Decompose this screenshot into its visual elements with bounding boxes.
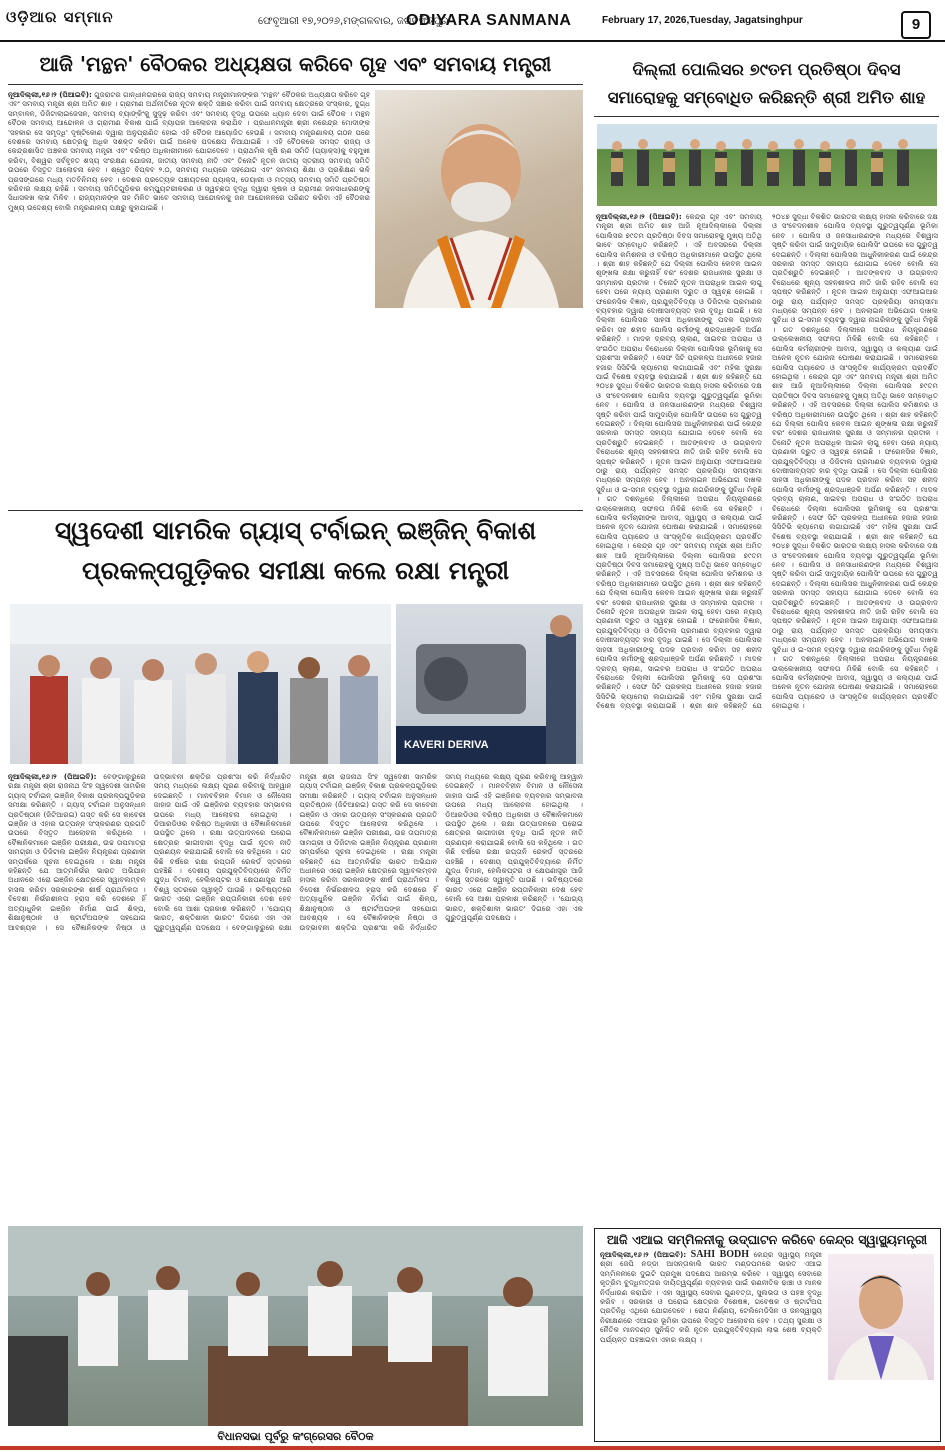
article4-body [600,1250,822,1436]
portrait-illustration [828,1254,934,1380]
article2-text-cont: କେନ୍ଦ୍ର ଗୃହ ଏବଂ ସମବାୟ ମନ୍ତ୍ରୀ ଶ୍ରୀ ଅମିତ ଶାହ ଆଜି ନୂଆଦିଲ୍ଲୀରେ ଦିଲ୍ଲୀ ପୋଲିସର ୭୯ତମ ପ୍ରତିଷ୍ଠା ଦିବସ ସମାରୋହକୁ ମୁଖ୍ୟ ଅତିଥି ଭାବେ ସମ୍ବୋଧିତ କରିଛନ୍ତି । ଏହି ଅବସରରେ ଦିଲ୍ଲୀ ପୋଲିସ କମିଶନର ଓ ବରିଷ୍ଠ ଅଧିକାରୀମାନେ ଉପସ୍ଥିତ ଥିଲେ । ଶ୍ରୀ ଶାହ କହିଛନ୍ତି ଯେ ଦିଲ୍ଲୀ ପୋଲିସ କେବଳ ଆଇନ ଶୃଙ୍ଖଳା ରକ୍ଷା କରୁନାହିଁ ବରଂ ଦେଶର ରାଜଧାନୀର ସୁରକ୍ଷା ଓ ସମ୍ମାନର ପ୍ରତୀକ । ତିନୋଟି ନୂତନ ଅପରାଧିକ ଆଇନ ଲାଗୁ ହେବା ପରେ ନ୍ୟାୟ ପ୍ରଣାଳୀ ଦ୍ରୁତ ଓ ସ୍ୱଚ୍ଛ ହୋଇଛି । ଫରେନସିକ ବିଜ୍ଞାନ, ପ୍ରଯୁକ୍ତିବିଦ୍ୟା ଓ ଡିଜିଟାଲ ପ୍ରମାଣର ବ୍ୟବହାର ଦ୍ୱାରା ଦୋଷୀସାବ୍ୟସ୍ତ ହାର ବୃଦ୍ଧି ପାଇଛି । ସେ ଦିଲ୍ଲୀ ପୋଲିସର ସାହସୀ ଅଧିକାରୀଙ୍କୁ ପଦକ ପ୍ରଦାନ କରିବା ସହ ଶହୀଦ ପୋଲିସ କର୍ମୀଙ୍କୁ ଶ୍ରଦ୍ଧାଞ୍ଜଳି ଅର୍ପଣ କରିଛନ୍ତି । ମାଦକ ଦ୍ରବ୍ୟ ଚାଲାଣ, ସାଇବର ଅପରାଧ ଓ ସଂଗଠିତ ଅପରାଧ ବିରୋଧରେ ଦିଲ୍ଲୀ ପୋଲିସର ଭୂମିକାକୁ ସେ ପ୍ରଶଂସା କରିଛନ୍ତି । ସେଫ ସିଟି ପ୍ରକଳ୍ପ ଅଧୀନରେ ହଜାର ହଜାର ସିସିଟିଭି କ୍ୟାମେରା ଲଗାଯାଇଛି ଏବଂ ମହିଳା ସୁରକ୍ଷା ପାଇଁ ବିଶେଷ ବ୍ୟବସ୍ଥା କରାଯାଇଛି । ଶ୍ରୀ ଶାହ କହିଛନ୍ତି ଯେ ୨୦୪୭ ସୁଦ୍ଧା ବିକଶିତ ଭାରତର ଲକ୍ଷ୍ୟ ହାସଲ କରିବାରେ ଦକ୍ଷ ଓ ସଂବେଦନଶୀଳ ପୋଲିସ ବ୍ୟବସ୍ଥା ଗୁରୁତ୍ୱପୂର୍ଣ୍ଣ ଭୂମିକା ନେବ । ପୋଲିସ ଓ ଜନସାଧାରଣଙ୍କ ମଧ୍ୟରେ ବିଶ୍ୱାସ ସୃଷ୍ଟି କରିବା ପାଇଁ ସାମୁଦାୟିକ ପୋଲିସିଂ ଉପରେ ସେ ଗୁରୁତ୍ୱ ଦେଇଛନ୍ତି । ଦିଲ୍ଲୀ ପୋଲିସର ଆଧୁନିକୀକରଣ ପାଇଁ କେନ୍ଦ୍ର ସରକାର ସମସ୍ତ ସହାୟତା ଯୋଗାଇ ଦେବେ ବୋଲି ସେ ପ୍ରତିଶ୍ରୁତି ଦେଇଛନ୍ତି । ଆତଙ୍କବାଦ ଓ ଉଗ୍ରବାଦ ବିରୋଧରେ ଶୂନ୍ୟ ସହନଶୀଳତା ନୀତି ଜାରି ରହିବ ବୋଲି ସେ ସ୍ପଷ୍ଟ କରିଛନ୍ତି । ନୂତନ ଆଇନ ଅନୁଯାୟୀ ଏଫଆଇଆର ଠାରୁ ରାୟ ପର୍ଯ୍ୟନ୍ତ ସମସ୍ତ ପ୍ରକ୍ରିୟା ସମୟସୀମା ମଧ୍ୟରେ ସମ୍ପନ୍ନ ହେବ । ଅନଲାଇନ ଅଭିଯୋଗ ଦାଖଲ ସୁବିଧା ଓ ଇ-ସମନ ବ୍ୟବସ୍ଥା ଦ୍ୱାରା ନାଗରିକଙ୍କୁ ସୁବିଧା ମିଳୁଛି । ଗତ ଦଶନ୍ଧିରେ ଦିଲ୍ଲୀରେ ଅପରାଧ ନିୟନ୍ତ୍ରଣରେ ଉଲ୍ଲେଖନୀୟ ସଫଳତା ମିଳିଛି ବୋଲି ସେ କହିଛନ୍ତି । ପୋଲିସ କର୍ମଚାରୀଙ୍କ ଆବାସ, ସ୍ୱାସ୍ଥ୍ୟ ଓ କଲ୍ୟାଣ ପାଇଁ ଅନେକ ନୂତନ ଯୋଜନା ଘୋଷଣା କରାଯାଇଛି । ସମାରୋହରେ ପୋଲିସ ପ୍ୟାରେଡ ଓ ସାଂସ୍କୃତିକ କାର୍ଯ୍ୟକ୍ରମ ପ୍ରଦର୍ଶିତ ହୋଇଥିଲା । [596,212,938,711]
article1-headline: ଆଜି 'ମନ୍ଥନ' ବୈଠକର ଅଧ୍ୟକ୍ଷତା କରିବେ ଗୃହ ଏବଂ ସମବାୟ ମନ୍ତ୍ରୀ [39,52,552,76]
article2-headline-line1: ଦିଲ୍ଲୀ ପୋଲିସର ୭୯ତମ ପ୍ରତିଷ୍ଠା ଦିବସ [632,60,901,79]
engine-sign: KAVERI DERIVA [404,739,489,751]
article4-portrait [828,1254,934,1380]
article4-headline: ଆଜି ଏଆଇ ସମ୍ମିଳନୀକୁ ଉଦ୍‌ଘାଟନ କରିବେ କେନ୍ଦ୍ର ସ୍ୱାସ୍ଥ୍ୟମନ୍ତ୍ରୀ [606,1232,928,1247]
police-officers-illustration [597,124,937,206]
page-bottom-border [0,1446,945,1450]
article4-highlight-bodh: BODH [719,1250,750,1260]
article1-dateline: ନୂଆଦିଲ୍ଲୀ,୧୬।୨ (ପିଆଇବି): [8,90,92,99]
meeting-illustration [8,1226,583,1426]
article2-rule [594,116,939,117]
article1-text: ଗୁଜରାଟର ଗାନ୍ଧୀନଗରରେ ରାଜ୍ୟ ସମବାୟ ମନ୍ତ୍ରୀମାନଙ୍କର 'ମନ୍ଥନ' ବୈଠକର ଅଧ୍ୟକ୍ଷତା କରିବେ ଗୃହ ଏବଂ ସମବାୟ ମନ୍ତ୍ରୀ ଶ୍ରୀ ଅମିତ ଶାହ । ଗ୍ରାମୀଣ ଅର୍ଥନୀତିରେ ନୂତନ ଶକ୍ତି ସଞ୍ଚାର କରିବା ପାଇଁ ସମବାୟ କ୍ଷେତ୍ରରେ ସଂସ୍କାର, ଦୁଗ୍ଧ ସମ୍ବାଳନ, ଡିଜିଟାଲାଇଜେସନ, ସମବାୟ ବ୍ୟାଙ୍କିଂକୁ ସୁଦୃଢ଼ କରିବା ଏବଂ ସମବାୟ ବୃଦ୍ଧି ଉପରେ ଧ୍ୟାନ ଦେବା ପାଇଁ ବୈଠକ । ମନ୍ଥନ ବୈଠକ ସମବାୟ ଆନ୍ଦୋଳନ ଓ ଗ୍ରାମୀଣ ବିକାଶ ପାଇଁ ବ୍ୟାପକ ଆଲୋଚନା କରାଯିବ । ପ୍ରଧାନମନ୍ତ୍ରୀ ଶ୍ରୀ ନରେନ୍ଦ୍ର ମୋଦୀଙ୍କ 'ସହକାର ସେ ସମୃଦ୍ଧି' ଦୃଷ୍ଟିକୋଣ ଦ୍ୱାରା ଅନୁପ୍ରାଣିତ ହୋଇ ଏହି ବୈଠକ ଆୟୋଜିତ ହେଉଛି । ସମବାୟ ମନ୍ତ୍ରଣାଳୟ ଗଠନ ପରେ ଦେଶରେ ସମବାୟ କ୍ଷେତ୍ରକୁ ଅଧିକ ସଶକ୍ତ କରିବା ପାଇଁ ଅନେକ ପଦକ୍ଷେପ ନିଆଯାଇଛି । ଏହି ବୈଠକରେ ସମସ୍ତ ରାଜ୍ୟ ଓ କେନ୍ଦ୍ରଶାସିତ ଅଞ୍ଚଳର ସମବାୟ ମନ୍ତ୍ରୀ ଏବଂ ବରିଷ୍ଠ ଅଧିକାରୀମାନେ ଯୋଗଦେବେ । ପ୍ରାଥମିକ କୃଷି ଋଣ ସମିତି (ପ୍ୟାକ୍ସ)କୁ ବହୁମୁଖୀ କରିବା, ବିଶ୍ୱର ସର୍ବବୃହତ ଶସ୍ୟ ସଂରକ୍ଷଣ ଯୋଜନା, ଜାତୀୟ ସମବାୟ ନୀତି ଏବଂ ତିନୋଟି ନୂତନ ଜାତୀୟ ସ୍ତରୀୟ ସମବାୟ ସମିତି ଉପରେ ବିସ୍ତୃତ ଆଲୋଚନା ହେବ । ଶ୍ୱେତ ବିପ୍ଳବ ୨.୦, ସମବାୟ ମଧ୍ୟରେ ସହଯୋଗ ଏବଂ ସମବାୟ ଶିକ୍ଷା ଓ ପ୍ରଶିକ୍ଷଣ ଭଳି ପ୍ରସଙ୍ଗରେ ମଧ୍ୟ ମତବିନିମୟ ହେବ । ଦେଶର ପ୍ରତ୍ୟେକ ପଞ୍ଚାୟତରେ ପ୍ୟାକ୍ସ, ଡେୟାରୀ ଓ ମତ୍ସ୍ୟ ସମବାୟ ସମିତି ପ୍ରତିଷ୍ଠା କରିବାର ଲକ୍ଷ୍ୟ ରହିଛି । ସମବାୟ ସମିତିଗୁଡ଼ିକର କମ୍ପ୍ୟୁଟରୀକରଣ ଓ ସ୍ୱଚ୍ଛତା ବୃଦ୍ଧି ଦ୍ୱାରା କୃଷକ ଓ ଗ୍ରାମୀଣ ଜନସାଧାରଣଙ୍କୁ ସିଧାସଳଖ ଲାଭ ମିଳିବ । ରାଜ୍ୟମାନଙ୍କ ସହ ମିଳିତ ଭାବେ ସମବାୟ ଆନ୍ଦୋଳନକୁ ଜନ ଆନ୍ଦୋଳନରେ ପରିଣତ କରିବା ଏହି ବୈଠକର ମୁଖ୍ୟ ଉଦ୍ଦେଶ୍ୟ ବୋଲି ମନ୍ତ୍ରଣାଳୟ ପକ୍ଷରୁ କୁହାଯାଇଛି । [8,90,370,212]
article3-photo-engine [396,604,583,764]
page-number: 9 [901,11,931,39]
article3-dateline: ନୂଆଦିଲ୍ଲୀ,୧୬।୨ (ପିଆଇବି): [8,772,97,781]
article2-text-cont2: କେନ୍ଦ୍ର ଗୃହ ଏବଂ ସମବାୟ ମନ୍ତ୍ରୀ ଶ୍ରୀ ଅମିତ ଶାହ ଆଜି ନୂଆଦିଲ୍ଲୀରେ ଦିଲ୍ଲୀ ପୋଲିସର ୭୯ତମ ପ୍ରତିଷ୍ଠା ଦିବସ ସମାରୋହକୁ ମୁଖ୍ୟ ଅତିଥି ଭାବେ ସମ୍ବୋଧିତ କରିଛନ୍ତି । ଏହି ଅବସରରେ ଦିଲ୍ଲୀ ପୋଲିସ କମିଶନର ଓ ବରିଷ୍ଠ ଅଧିକାରୀମାନେ ଉପସ୍ଥିତ ଥିଲେ । ଶ୍ରୀ ଶାହ କହିଛନ୍ତି ଯେ ଦିଲ୍ଲୀ ପୋଲିସ କେବଳ ଆଇନ ଶୃଙ୍ଖଳା ରକ୍ଷା କରୁନାହିଁ ବରଂ ଦେଶର ରାଜଧାନୀର ସୁରକ୍ଷା ଓ ସମ୍ମାନର ପ୍ରତୀକ । ତିନୋଟି ନୂତନ ଅପରାଧିକ ଆଇନ ଲାଗୁ ହେବା ପରେ ନ୍ୟାୟ ପ୍ରଣାଳୀ ଦ୍ରୁତ ଓ ସ୍ୱଚ୍ଛ ହୋଇଛି । ଫରେନସିକ ବିଜ୍ଞାନ, ପ୍ରଯୁକ୍ତିବିଦ୍ୟା ଓ ଡିଜିଟାଲ ପ୍ରମାଣର ବ୍ୟବହାର ଦ୍ୱାରା ଦୋଷୀସାବ୍ୟସ୍ତ ହାର ବୃଦ୍ଧି ପାଇଛି । ସେ ଦିଲ୍ଲୀ ପୋଲିସର ସାହସୀ ଅଧିକାରୀଙ୍କୁ ପଦକ ପ୍ରଦାନ କରିବା ସହ ଶହୀଦ ପୋଲିସ କର୍ମୀଙ୍କୁ ଶ୍ରଦ୍ଧାଞ୍ଜଳି ଅର୍ପଣ କରିଛନ୍ତି । ମାଦକ ଦ୍ରବ୍ୟ ଚାଲାଣ, ସାଇବର ଅପରାଧ ଓ ସଂଗଠିତ ଅପରାଧ ବିରୋଧରେ ଦିଲ୍ଲୀ ପୋଲିସର ଭୂମିକାକୁ ସେ ପ୍ରଶଂସା କରିଛନ୍ତି । ସେଫ ସିଟି ପ୍ରକଳ୍ପ ଅଧୀନରେ ହଜାର ହଜାର ସିସିଟିଭି କ୍ୟାମେରା ଲଗାଯାଇଛି ଏବଂ ମହିଳା ସୁରକ୍ଷା ପାଇଁ ବିଶେଷ ବ୍ୟବସ୍ଥା କରାଯାଇଛି । ଶ୍ରୀ ଶାହ କହିଛନ୍ତି ଯେ ୨୦୪୭ ସୁଦ୍ଧା ବିକଶିତ ଭାରତର ଲକ୍ଷ୍ୟ ହାସଲ କରିବାରେ ଦକ୍ଷ ଓ ସଂବେଦନଶୀଳ ପୋଲିସ ବ୍ୟବସ୍ଥା ଗୁରୁତ୍ୱପୂର୍ଣ୍ଣ ଭୂମିକା ନେବ । ପୋଲିସ ଓ ଜନସାଧାରଣଙ୍କ ମଧ୍ୟରେ ବିଶ୍ୱାସ ସୃଷ୍ଟି କରିବା ପାଇଁ ସାମୁଦାୟିକ ପୋଲିସିଂ ଉପରେ ସେ ଗୁରୁତ୍ୱ ଦେଇଛନ୍ତି । ଦିଲ୍ଲୀ ପୋଲିସର ଆଧୁନିକୀକରଣ ପାଇଁ କେନ୍ଦ୍ର ସରକାର ସମସ୍ତ ସହାୟତା ଯୋଗାଇ ଦେବେ ବୋଲି ସେ ପ୍ରତିଶ୍ରୁତି ଦେଇଛନ୍ତି । ଆତଙ୍କବାଦ ଓ ଉଗ୍ରବାଦ ବିରୋଧରେ ଶୂନ୍ୟ ସହନଶୀଳତା ନୀତି ଜାରି ରହିବ ବୋଲି ସେ ସ୍ପଷ୍ଟ କରିଛନ୍ତି । ନୂତନ ଆଇନ ଅନୁଯାୟୀ ଏଫଆଇଆର ଠାରୁ ରାୟ ପର୍ଯ୍ୟନ୍ତ ସମସ୍ତ ପ୍ରକ୍ରିୟା ସମୟସୀମା ମଧ୍ୟରେ ସମ୍ପନ୍ନ ହେବ । ଅନଲାଇନ ଅଭିଯୋଗ ଦାଖଲ ସୁବିଧା ଓ ଇ-ସମନ ବ୍ୟବସ୍ଥା ଦ୍ୱାରା ନାଗରିକଙ୍କୁ ସୁବିଧା ମିଳୁଛି । ଗତ ଦଶନ୍ଧିରେ ଦିଲ୍ଲୀରେ ଅପରାଧ ନିୟନ୍ତ୍ରଣରେ ଉଲ୍ଲେଖନୀୟ ସଫଳତା ମିଳିଛି ବୋଲି ସେ କହିଛନ୍ତି । ପୋଲିସ କର୍ମଚାରୀଙ୍କ ଆବାସ, ସ୍ୱାସ୍ଥ୍ୟ ଓ କଲ୍ୟାଣ ପାଇଁ ଅନେକ ନୂତନ ଯୋଜନା ଘୋଷଣା କରାଯାଇଛି । ସମାରୋହରେ ପୋଲିସ ପ୍ୟାରେଡ ଓ ସାଂସ୍କୃତିକ କାର୍ଯ୍ୟକ୍ରମ ପ୍ରଦର୍ଶିତ ହୋଇଥିଲା । [772,371,938,711]
article1-body [8,90,370,308]
article3-text-cont: ବେଙ୍ଗାଲୁରୁରେ ରକ୍ଷା ମନ୍ତ୍ରୀ ଶ୍ରୀ ରାଜନାଥ ସିଂହ ସ୍ୱଦେଶୀ ସାମରିକ ଗ୍ୟାସ୍ ଟର୍ବାଇନ୍ ଇଞ୍ଜିନ୍ ବିକାଶ ପ୍ରକଳ୍ପଗୁଡ଼ିକର ସମୀକ୍ଷା କରିଛନ୍ତି । ଗ୍ୟାସ୍ ଟର୍ବାଇନ ଅନୁସନ୍ଧାନ ପ୍ରତିଷ୍ଠାନ (ଜିଟିଆରଇ) ଗସ୍ତ କରି ସେ କାବେରୀ ଇଞ୍ଜିନ ଓ ଏହାର ଉତ୍ପନ୍ନ ସଂସ୍କରଣର ପ୍ରଗତି ଉପରେ ବିସ୍ତୃତ ଆଲୋଚନା କରିଥିଲେ । ବୈଜ୍ଞାନିକମାନେ ଇଞ୍ଜିନ ପରୀକ୍ଷଣ, ଉଚ୍ଚ ତାପମାତ୍ରା ସାମଗ୍ରୀ ଓ ଡିଜିଟାଲ ଇଞ୍ଜିନ ନିୟନ୍ତ୍ରଣ ପ୍ରଣାଳୀ ସମ୍ପର୍କରେ ସୂଚନା ଦେଇଥିଲେ । ରକ୍ଷା ମନ୍ତ୍ରୀ କହିଛନ୍ତି ଯେ ଆତ୍ମନିର୍ଭର ଭାରତ ଅଭିଯାନ ଅଧୀନରେ ଏରୋ ଇଞ୍ଜିନ କ୍ଷେତ୍ରରେ ସ୍ୱାବଲମ୍ବନ ହାସଲ କରିବା ସରକାରଙ୍କ ଶୀର୍ଷ ପ୍ରାଥମିକତା । ବିଦେଶୀ ନିର୍ଭରଶୀଳତା ହ୍ରାସ କରି ଦେଶରେ ହିଁ ଅତ୍ୟାଧୁନିକ ଇଞ୍ଜିନ ନିର୍ମାଣ ପାଇଁ ଶିଳ୍ପ, ଶିକ୍ଷାନୁଷ୍ଠାନ ଓ ଷ୍ଟାର୍ଟଅପଙ୍କ ସହଯୋଗ ଆବଶ୍ୟକ । ସେ ବୈଜ୍ଞାନିକଙ୍କ ନିଷ୍ଠା ଓ ଉଦ୍ଭାବନୀ ଶକ୍ତିର ପ୍ରଶଂସା କରି ନିର୍ଦ୍ଧାରିତ ସମୟ ମଧ୍ୟରେ ଲକ୍ଷ୍ୟ ପୂରଣ କରିବାକୁ ଆହ୍ୱାନ ଦେଇଛନ୍ତି । ମାନବବିହୀନ ବିମାନ ଓ ନୌସେନା ଜାହାଜ ପାଇଁ ଏହି ଇଞ୍ଜିନର ବ୍ୟବହାର ସମ୍ଭାବନା ଉପରେ ମଧ୍ୟ ଆଲୋଚନା ହୋଇଥିଲା । ଡିଆରଡିଓର ବରିଷ୍ଠ ଅଧିକାରୀ ଓ ବୈଜ୍ଞାନିକମାନେ ଉପସ୍ଥିତ ଥିଲେ । ରକ୍ଷା ଉତ୍ପାଦନରେ ଘରୋଇ କ୍ଷେତ୍ରର ଭାଗୀଦାରୀ ବୃଦ୍ଧି ପାଇଁ ନୂତନ ନୀତି ପ୍ରଣୟନ କରାଯାଇଛି ବୋଲି ସେ କହିଥିଲେ । ଗତ କିଛି ବର୍ଷରେ ରକ୍ଷା ରପ୍ତାନି ରେକର୍ଡ ସ୍ତରରେ ପହଞ୍ଚିଛି । ଦେଶୀୟ ପ୍ରଯୁକ୍ତିବିଦ୍ୟାରେ ନିର୍ମିତ ଯୁଦ୍ଧ ବିମାନ, ହେଲିକପ୍ଟର ଓ କ୍ଷେପଣାସ୍ତ୍ର ଆଜି ବିଶ୍ୱ ସ୍ତରରେ ସ୍ୱୀକୃତି ପାଉଛି । ଭବିଷ୍ୟତରେ ଭାରତ ଏରୋ ଇଞ୍ଜିନ ରପ୍ତାନିକାରୀ ଦେଶ ହେବ ବୋଲି ସେ ଆଶା ପ୍ରକାଶ କରିଛନ୍ତି । 'ଯୋଗ୍ୟ ଭାରତ, ଶକ୍ତିଶାଳୀ ଭାରତ' ଦିଗରେ ଏହା ଏକ ଗୁରୁତ୍ୱପୂର୍ଣ୍ଣ ପଦକ୍ଷେପ । [232,772,583,932]
article2-photo [597,124,937,206]
article4-text: କେନ୍ଦ୍ର ସ୍ୱାସ୍ଥ୍ୟ ମନ୍ତ୍ରୀ ଶ୍ରୀ ଜେପି ନଡ୍ଡା ଆସନ୍ତାକାଲି ଭାରତ ମଣ୍ଡପମରେ ଭାରତ ଏଆଇ ସମ୍ମିଳନୀରେ ଦୁଇଟି ପ୍ରମୁଖ ପଦକ୍ଷେପ ଆରମ୍ଭ କରିବେ । ସ୍ୱାସ୍ଥ୍ୟ ସେବାରେ କୃତ୍ରିମ ବୁଦ୍ଧିମତ୍ତାର ଦାୟିତ୍ୱପୂର୍ଣ୍ଣ ବ୍ୟବହାର ପାଇଁ ରଣନୀତିକ ଢାଞ୍ଚା ଓ ମାନକ ନିର୍ଦ୍ଧାରଣ କରାଯିବ । ଏହା ସ୍ୱାସ୍ଥ୍ୟ ସେବାର ଗୁଣବତ୍ତା, ସୁଲଭତା ଓ ପହଞ୍ଚ ବୃଦ୍ଧି କରିବ । ସରକାରୀ ଓ ଘରୋଇ କ୍ଷେତ୍ରର ବିଶେଷଜ୍ଞ, ଗବେଷକ ଓ ଷ୍ଟାର୍ଟଅପ ପ୍ରତିନିଧି ଏଥିରେ ଯୋଗଦେବେ । ରୋଗ ନିର୍ଣ୍ଣୟ, ଟେଲିମେଡିସିନ ଓ ଜନସ୍ୱାସ୍ଥ୍ୟ ନିରୀକ୍ଷଣରେ ଏଆଇର ଭୂମିକା ଉପରେ ବିସ୍ତୃତ ଆଲୋଚନା ହେବ । ତଥ୍ୟ ସୁରକ୍ଷା ଓ ନୈତିକ ମାନଦଣ୍ଡ ସୁନିଶ୍ଚିତ କରି ନୂତନ ପ୍ରଯୁକ୍ତିବିଦ୍ୟାର ଲାଭ ଶେଷ ବ୍ୟକ୍ତି ପର୍ଯ୍ୟନ୍ତ ପହଞ୍ଚାଇବା ଏହାର ଲକ୍ଷ୍ୟ । [600,1250,822,1344]
delegation-group-illustration [10,604,391,764]
portrait-illustration [375,90,583,308]
article2-text: କେନ୍ଦ୍ର ଗୃହ ଏବଂ ସମବାୟ ମନ୍ତ୍ରୀ ଶ୍ରୀ ଅମିତ ଶାହ ଆଜି ନୂଆଦିଲ୍ଲୀରେ ଦିଲ୍ଲୀ ପୋଲିସର ୭୯ତମ ପ୍ରତିଷ୍ଠା ଦିବସ ସମାରୋହକୁ ମୁଖ୍ୟ ଅତିଥି ଭାବେ ସମ୍ବୋଧିତ କରିଛନ୍ତି । ଏହି ଅବସରରେ ଦିଲ୍ଲୀ ପୋଲିସ କମିଶନର ଓ ବରିଷ୍ଠ ଅଧିକାରୀମାନେ ଉପସ୍ଥିତ ଥିଲେ । ଶ୍ରୀ ଶାହ କହିଛନ୍ତି ଯେ ଦିଲ୍ଲୀ ପୋଲିସ କେବଳ ଆଇନ ଶୃଙ୍ଖଳା ରକ୍ଷା କରୁନାହିଁ ବରଂ ଦେଶର ରାଜଧାନୀର ସୁରକ୍ଷା ଓ ସମ୍ମାନର ପ୍ରତୀକ । ତିନୋଟି ନୂତନ ଅପରାଧିକ ଆଇନ ଲାଗୁ ହେବା ପରେ ନ୍ୟାୟ ପ୍ରଣାଳୀ ଦ୍ରୁତ ଓ ସ୍ୱଚ୍ଛ ହୋଇଛି । ଫରେନସିକ ବିଜ୍ଞାନ, ପ୍ରଯୁକ୍ତିବିଦ୍ୟା ଓ ଡିଜିଟାଲ ପ୍ରମାଣର ବ୍ୟବହାର ଦ୍ୱାରା ଦୋଷୀସାବ୍ୟସ୍ତ ହାର ବୃଦ୍ଧି ପାଇଛି । ସେ ଦିଲ୍ଲୀ ପୋଲିସର ସାହସୀ ଅଧିକାରୀଙ୍କୁ ପଦକ ପ୍ରଦାନ କରିବା ସହ ଶହୀଦ ପୋଲିସ କର୍ମୀଙ୍କୁ ଶ୍ରଦ୍ଧାଞ୍ଜଳି ଅର୍ପଣ କରିଛନ୍ତି । ମାଦକ ଦ୍ରବ୍ୟ ଚାଲାଣ, ସାଇବର ଅପରାଧ ଓ ସଂଗଠିତ ଅପରାଧ ବିରୋଧରେ ଦିଲ୍ଲୀ ପୋଲିସର ଭୂମିକାକୁ ସେ ପ୍ରଶଂସା କରିଛନ୍ତି । ସେଫ ସିଟି ପ୍ରକଳ୍ପ ଅଧୀନରେ ହଜାର ହଜାର ସିସିଟିଭି କ୍ୟାମେରା ଲଗାଯାଇଛି ଏବଂ ମହିଳା ସୁରକ୍ଷା ପାଇଁ ବିଶେଷ ବ୍ୟବସ୍ଥା କରାଯାଇଛି । ଶ୍ରୀ ଶାହ କହିଛନ୍ତି ଯେ ୨୦୪୭ ସୁଦ୍ଧା ବିକଶିତ ଭାରତର ଲକ୍ଷ୍ୟ ହାସଲ କରିବାରେ ଦକ୍ଷ ଓ ସଂବେଦନଶୀଳ ପୋଲିସ ବ୍ୟବସ୍ଥା ଗୁରୁତ୍ୱପୂର୍ଣ୍ଣ ଭୂମିକା ନେବ । ପୋଲିସ ଓ ଜନସାଧାରଣଙ୍କ ମଧ୍ୟରେ ବିଶ୍ୱାସ ସୃଷ୍ଟି କରିବା ପାଇଁ ସାମୁଦାୟିକ ପୋଲିସିଂ ଉପରେ ସେ ଗୁରୁତ୍ୱ ଦେଇଛନ୍ତି । ଦିଲ୍ଲୀ ପୋଲିସର ଆଧୁନିକୀକରଣ ପାଇଁ କେନ୍ଦ୍ର ସରକାର ସମସ୍ତ ସହାୟତା ଯୋଗାଇ ଦେବେ ବୋଲି ସେ ପ୍ରତିଶ୍ରୁତି ଦେଇଛନ୍ତି । ଆତଙ୍କବାଦ ଓ ଉଗ୍ରବାଦ ବିରୋଧରେ ଶୂନ୍ୟ ସହନଶୀଳତା ନୀତି ଜାରି ରହିବ ବୋଲି ସେ ସ୍ପଷ୍ଟ କରିଛନ୍ତି । ନୂତନ ଆଇନ ଅନୁଯାୟୀ ଏଫଆଇଆର ଠାରୁ ରାୟ ପର୍ଯ୍ୟନ୍ତ ସମସ୍ତ ପ୍ରକ୍ରିୟା ସମୟସୀମା ମଧ୍ୟରେ ସମ୍ପନ୍ନ ହେବ । ଅନଲାଇନ ଅଭିଯୋଗ ଦାଖଲ ସୁବିଧା ଓ ଇ-ସମନ ବ୍ୟବସ୍ଥା ଦ୍ୱାରା ନାଗରିକଙ୍କୁ ସୁବିଧା ମିଳୁଛି । ଗତ ଦଶନ୍ଧିରେ ଦିଲ୍ଲୀରେ ଅପରାଧ ନିୟନ୍ତ୍ରଣରେ ଉଲ୍ଲେଖନୀୟ ସଫଳତା ମିଳିଛି ବୋଲି ସେ କହିଛନ୍ତି । ପୋଲିସ କର୍ମଚାରୀଙ୍କ ଆବାସ, ସ୍ୱାସ୍ଥ୍ୟ ଓ କଲ୍ୟାଣ ପାଇଁ ଅନେକ ନୂତନ ଯୋଜନା ଘୋଷଣା କରାଯାଇଛି । ସମାରୋହରେ ପୋଲିସ ପ୍ୟାରେଡ ଓ ସାଂସ୍କୃତିକ କାର୍ଯ୍ୟକ୍ରମ ପ୍ରଦର୍ଶିତ ହୋଇଥିଲା । [596,212,762,551]
masthead [0,0,945,42]
article3-headline-line1: ସ୍ୱଦେଶୀ ସାମରିକ ଗ୍ୟାସ୍ ଟର୍ବାଇନ୍ ଇଞ୍ଜିନ୍ ବିକାଶ [54,516,537,545]
date-odia: ଫେବୃଆରୀ ୧୭,୨୦୨୬,ମଙ୍ଗଳବାର, ଜଗତସିଂହପୁର [258,16,449,27]
paper-name-odia: ଓଡ଼ିଆର ସମ୍ମାନ [6,8,114,26]
article3-photo-group [10,604,391,764]
article2-body [596,212,938,1230]
meeting-photo-caption: ବିଧାନସଭା ପୂର୍ବରୁ କଂଗ୍ରେସର ବୈଠକ [217,1430,374,1443]
meeting-photo [8,1226,583,1426]
article2-dateline: ନୂଆଦିଲ୍ଲୀ,୧୬।୨ (ପିଆଇବି): [596,212,682,221]
article2-headline-line2: ସମାରୋହକୁ ସମ୍ବୋଧିତ କରିଛନ୍ତି ଶ୍ରୀ ଅମିତ ଶାହ [607,88,926,107]
article3-body [8,772,583,1218]
article3-top-rule [8,510,583,511]
paper-name-english: ODIYARA SANMANA [406,12,572,29]
article1-rule [8,84,583,85]
article3-text: ବେଙ୍ଗାଲୁରୁରେ ରକ୍ଷା ମନ୍ତ୍ରୀ ଶ୍ରୀ ରାଜନାଥ ସିଂହ ସ୍ୱଦେଶୀ ସାମରିକ ଗ୍ୟାସ୍ ଟର୍ବାଇନ୍ ଇଞ୍ଜିନ୍ ବିକାଶ ପ୍ରକଳ୍ପଗୁଡ଼ିକର ସମୀକ୍ଷା କରିଛନ୍ତି । ଗ୍ୟାସ୍ ଟର୍ବାଇନ ଅନୁସନ୍ଧାନ ପ୍ରତିଷ୍ଠାନ (ଜିଟିଆରଇ) ଗସ୍ତ କରି ସେ କାବେରୀ ଇଞ୍ଜିନ ଓ ଏହାର ଉତ୍ପନ୍ନ ସଂସ୍କରଣର ପ୍ରଗତି ଉପରେ ବିସ୍ତୃତ ଆଲୋଚନା କରିଥିଲେ । ବୈଜ୍ଞାନିକମାନେ ଇଞ୍ଜିନ ପରୀକ୍ଷଣ, ଉଚ୍ଚ ତାପମାତ୍ରା ସାମଗ୍ରୀ ଓ ଡିଜିଟାଲ ଇଞ୍ଜିନ ନିୟନ୍ତ୍ରଣ ପ୍ରଣାଳୀ ସମ୍ପର୍କରେ ସୂଚନା ଦେଇଥିଲେ । ରକ୍ଷା ମନ୍ତ୍ରୀ କହିଛନ୍ତି ଯେ ଆତ୍ମନିର୍ଭର ଭାରତ ଅଭିଯାନ ଅଧୀନରେ ଏରୋ ଇଞ୍ଜିନ କ୍ଷେତ୍ରରେ ସ୍ୱାବଲମ୍ବନ ହାସଲ କରିବା ସରକାରଙ୍କ ଶୀର୍ଷ ପ୍ରାଥମିକତା । ବିଦେଶୀ ନିର୍ଭରଶୀଳତା ହ୍ରାସ କରି ଦେଶରେ ହିଁ ଅତ୍ୟାଧୁନିକ ଇଞ୍ଜିନ ନିର୍ମାଣ ପାଇଁ ଶିଳ୍ପ, ଶିକ୍ଷାନୁଷ୍ଠାନ ଓ ଷ୍ଟାର୍ଟଅପଙ୍କ ସହଯୋଗ ଆବଶ୍ୟକ । ସେ ବୈଜ୍ଞାନିକଙ୍କ ନିଷ୍ଠା ଓ ଉଦ୍ଭାବନୀ ଶକ୍ତିର ପ୍ରଶଂସା କରି ନିର୍ଦ୍ଧାରିତ ସମୟ ମଧ୍ୟରେ ଲକ୍ଷ୍ୟ ପୂରଣ କରିବାକୁ ଆହ୍ୱାନ ଦେଇଛନ୍ତି । ମାନବବିହୀନ ବିମାନ ଓ ନୌସେନା ଜାହାଜ ପାଇଁ ଏହି ଇଞ୍ଜିନର ବ୍ୟବହାର ସମ୍ଭାବନା ଉପରେ ମଧ୍ୟ ଆଲୋଚନା ହୋଇଥିଲା । ଡିଆରଡିଓର ବରିଷ୍ଠ ଅଧିକାରୀ ଓ ବୈଜ୍ଞାନିକମାନେ ଉପସ୍ଥିତ ଥିଲେ । ରକ୍ଷା ଉତ୍ପାଦନରେ ଘରୋଇ କ୍ଷେତ୍ରର ଭାଗୀଦାରୀ ବୃଦ୍ଧି ପାଇଁ ନୂତନ ନୀତି ପ୍ରଣୟନ କରାଯାଇଛି ବୋଲି ସେ କହିଥିଲେ । ଗତ କିଛି ବର୍ଷରେ ରକ୍ଷା ରପ୍ତାନି ରେକର୍ଡ ସ୍ତରରେ ପହଞ୍ଚିଛି । ଦେଶୀୟ ପ୍ରଯୁକ୍ତିବିଦ୍ୟାରେ ନିର୍ମିତ ଯୁଦ୍ଧ ବିମାନ, ହେଲିକପ୍ଟର ଓ କ୍ଷେପଣାସ୍ତ୍ର ଆଜି ବିଶ୍ୱ ସ୍ତରରେ ସ୍ୱୀକୃତି ପାଉଛି । ଭବିଷ୍ୟତରେ ଭାରତ ଏରୋ ଇଞ୍ଜିନ ରପ୍ତାନିକାରୀ ଦେଶ ହେବ ବୋଲି ସେ ଆଶା ପ୍ରକାଶ କରିଛନ୍ତି । 'ଯୋଗ୍ୟ ଭାରତ, ଶକ୍ତିଶାଳୀ ଭାରତ' ଦିଗରେ ଏହା ଏକ ଗୁରୁତ୍ୱପୂର୍ଣ୍ଣ ପଦକ୍ଷେପ । [8,772,292,932]
date-english: February 17, 2026,Tuesday, Jagatsinghpur [602,15,803,26]
article1-photo [375,90,583,308]
article3-headline-line2: ପ୍ରକଳ୍ପଗୁଡ଼ିକର ସମୀକ୍ଷା କଲେ ରକ୍ଷା ମନ୍ତ୍ରୀ [81,556,510,585]
article4-highlight-sahi: SAHI [690,1250,716,1260]
article4-dateline: ନୂଆଦିଲ୍ଲୀ,୧୬।୨ (ପିଆଇବି): [600,1250,687,1259]
